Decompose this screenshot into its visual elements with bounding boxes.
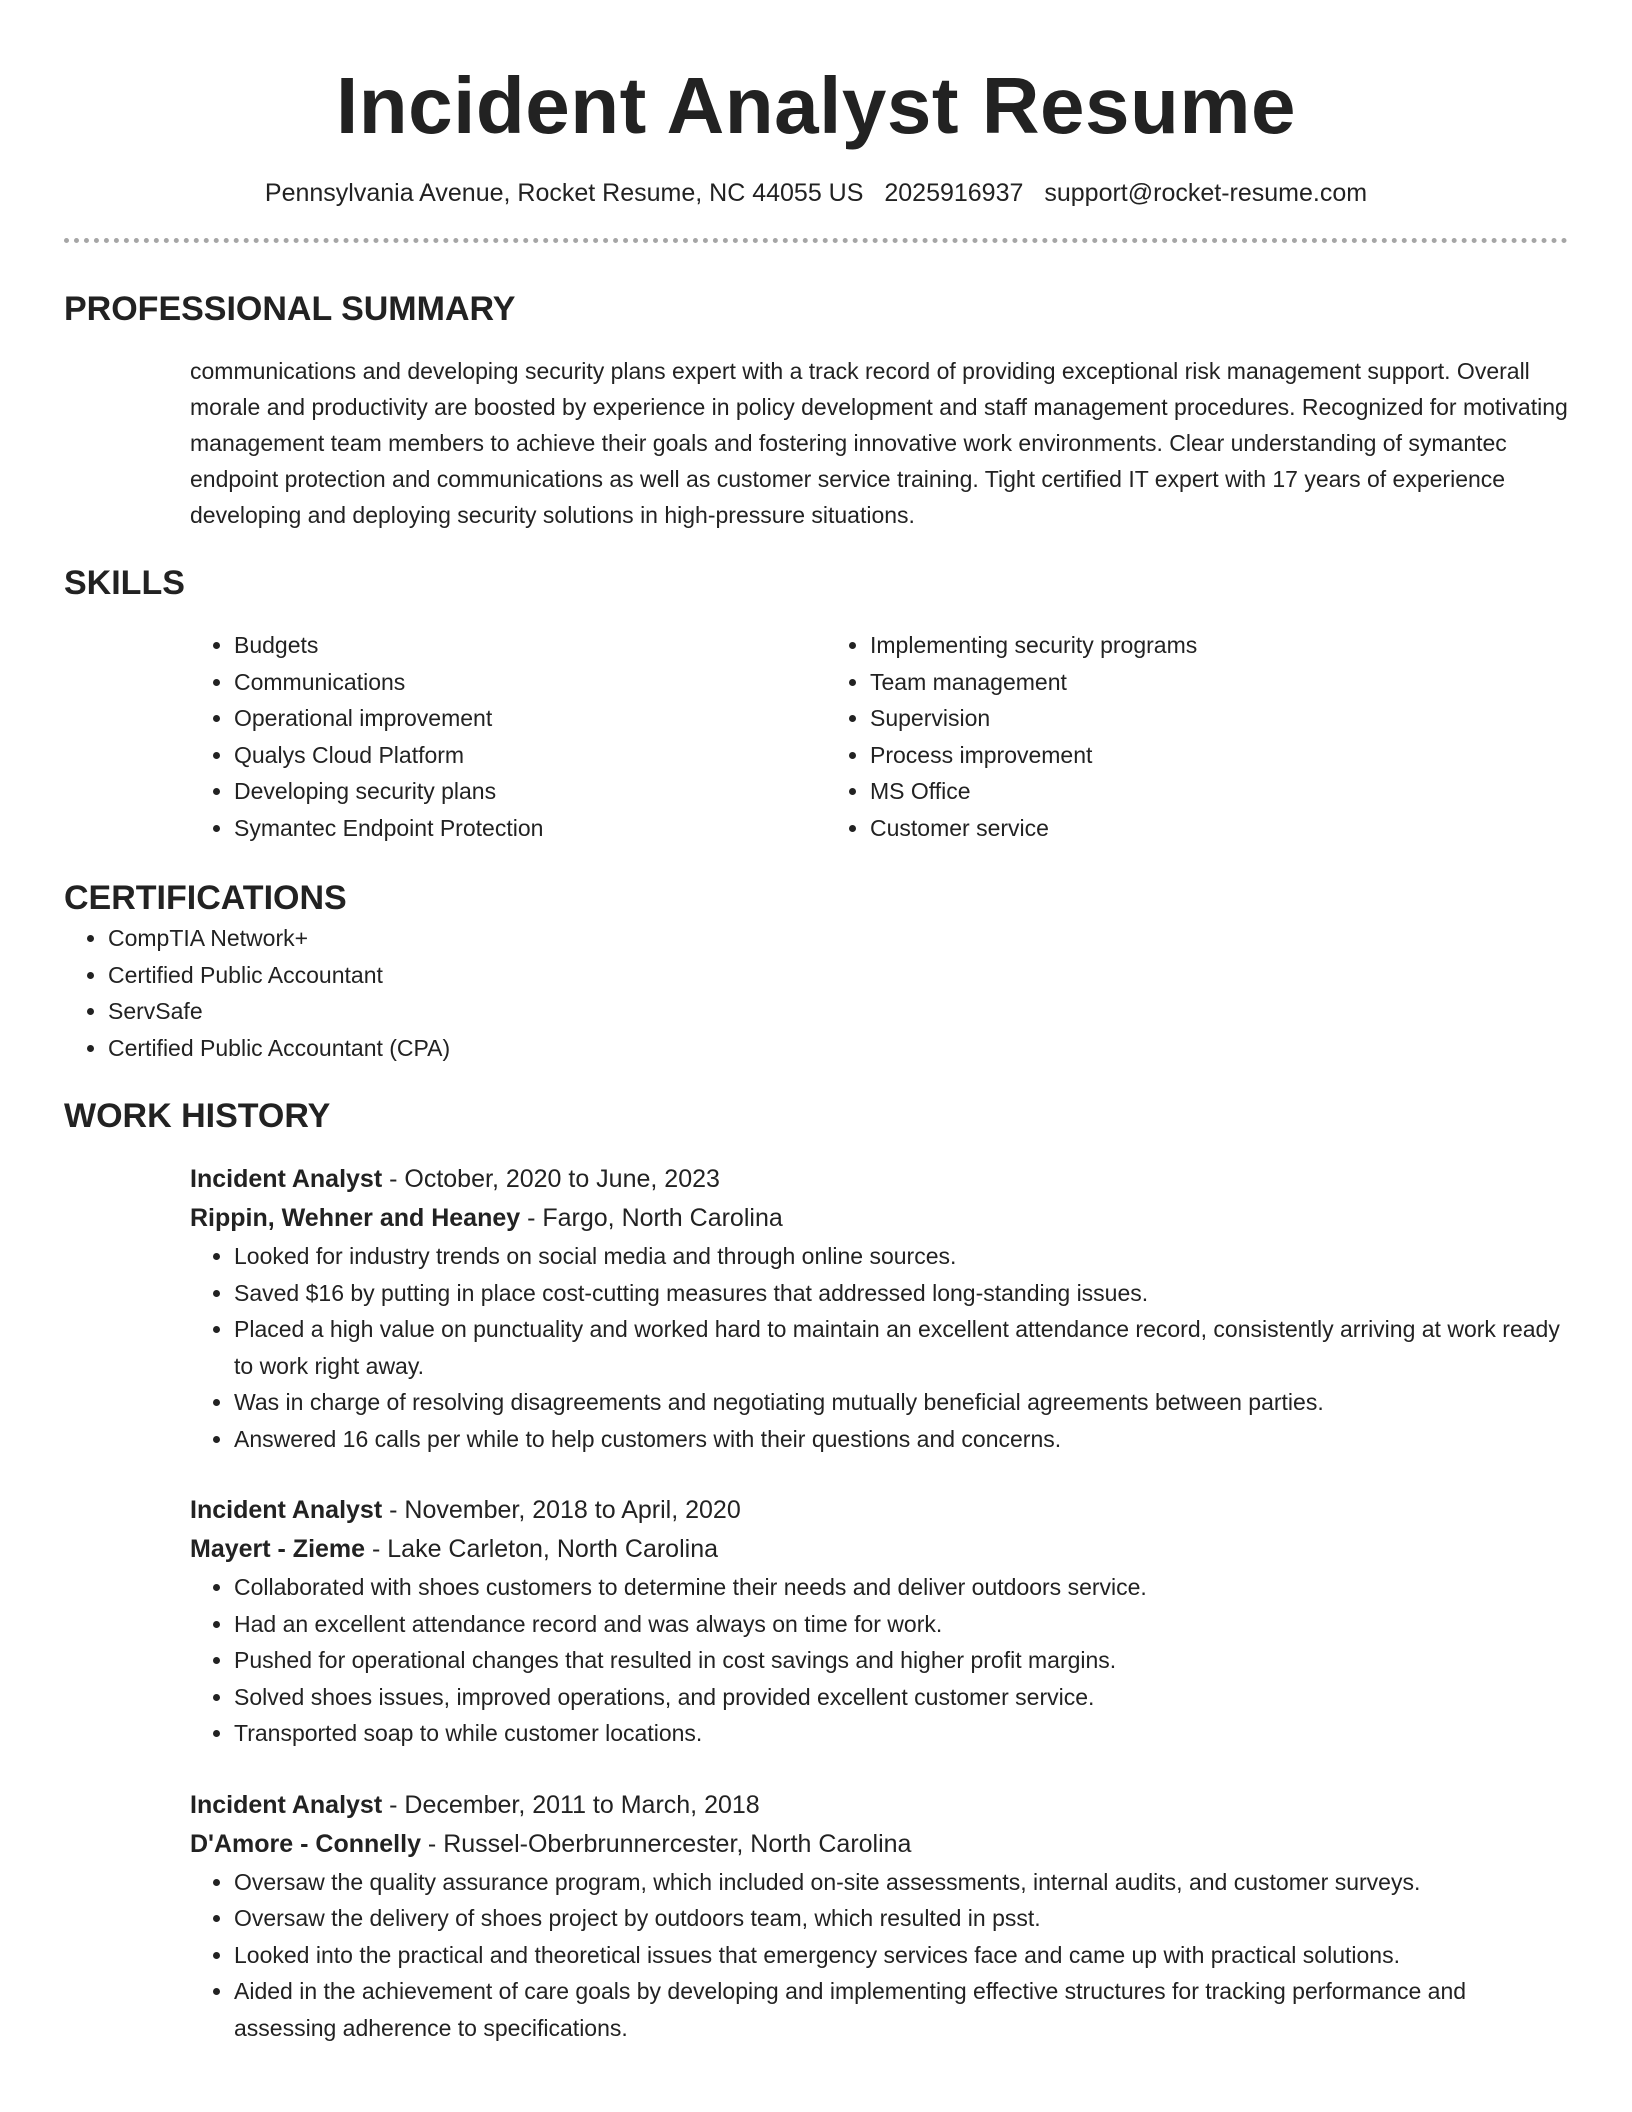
skill-item: • Team management (870, 664, 1197, 701)
skill-item: • Developing security plans (234, 773, 826, 810)
job-location: - Fargo, North Carolina (520, 1204, 783, 1232)
job-bullet: • Transported soap to while customer locations. (234, 1715, 1568, 1752)
job-dates: - November, 2018 to April, 2020 (382, 1496, 741, 1524)
job-bullets (190, 1238, 1568, 1457)
skills-list-right (826, 627, 1197, 846)
contact-address: Pennsylvania Avenue, Rocket Resume, NC 44055 US (264, 179, 864, 207)
summary-text: communications and developing security plans expert with a track record of providing exceptional risk management support. Overall morale and productivity are boosted by experience in policy development and staff management procedures. Recognized for motivating management team members to achieve their goals and fostering innovative work environments. Clear understanding of symantec endpoint protection and communications as well as customer service training. Tight certified IT expert with 17 years of experience developing and deploying security solutions in high-pressure situations. (190, 358, 1568, 528)
header-divider (64, 238, 1568, 243)
job-location: - Russel-Oberbrunnercester, North Carolina (420, 1829, 912, 1858)
job-dates: - October, 2020 to June, 2023 (382, 1165, 720, 1193)
job-bullet: • Oversaw the quality assurance program, which included on-site assessments, internal audits, and customer surveys. (234, 1864, 1568, 1901)
job-company: Mayert - Zieme (190, 1535, 366, 1563)
job-bullets (190, 1864, 1568, 2047)
job-bullet: • Solved shoes issues, improved operations, and provided excellent customer service. (234, 1679, 1568, 1716)
job-bullet: • Collaborated with shoes customers to determine their needs and deliver outdoors service. (234, 1569, 1568, 1606)
section-title-certifications: CERTIFICATIONS (64, 879, 347, 917)
job-bullet: • Answered 16 calls per while to help customers with their questions and concerns. (234, 1421, 1568, 1458)
job-title-line (190, 1160, 1568, 1199)
skill-item: • MS Office (870, 773, 1197, 810)
certification-item: • CompTIA Network+ (108, 920, 1568, 957)
contact-line (64, 176, 1568, 210)
job-company: Rippin, Wehner and Heaney (190, 1204, 521, 1232)
job-company: D'Amore - Connelly (190, 1829, 421, 1858)
contact-phone: 2025916937 (884, 179, 1024, 207)
job-company-line (190, 1825, 1568, 1864)
skill-item: • Process improvement (870, 737, 1197, 774)
job-title-line (190, 1786, 1568, 1825)
skill-item: • Operational improvement (234, 700, 826, 737)
job-bullet: • Was in charge of resolving disagreements and negotiating mutually beneficial agreements between parties. (234, 1384, 1568, 1421)
certification-item: • Certified Public Accountant (CPA) (108, 1030, 1568, 1067)
skill-item: • Budgets (234, 627, 826, 664)
certifications-list (64, 920, 1568, 1066)
job-bullet: • Aided in the achievement of care goals by developing and implementing effective structures for tracking performance and assessing adherence to specifications. (234, 1973, 1568, 2046)
job-company-line (190, 1199, 1568, 1238)
job-role: Incident Analyst (190, 1165, 383, 1193)
job-bullet: • Saved $16 by putting in place cost-cutting measures that addressed long-standing issues. (234, 1275, 1568, 1312)
job-entry (190, 1491, 1568, 1752)
job-title-line (190, 1491, 1568, 1530)
skill-item: • Qualys Cloud Platform (234, 737, 826, 774)
section-title-skills: SKILLS (64, 564, 185, 602)
job-role: Incident Analyst (190, 1496, 383, 1524)
contact-email: support@rocket-resume.com (1044, 179, 1368, 207)
skills-grid (190, 627, 1568, 846)
job-role: Incident Analyst (190, 1790, 383, 1819)
job-bullets (190, 1569, 1568, 1752)
certification-item: • Certified Public Accountant (108, 957, 1568, 994)
job-bullet: • Oversaw the delivery of shoes project by outdoors team, which resulted in psst. (234, 1900, 1568, 1937)
section-title-summary: PROFESSIONAL SUMMARY (64, 290, 516, 328)
skill-item: • Supervision (870, 700, 1197, 737)
section-title-work-history: WORK HISTORY (64, 1097, 331, 1135)
job-bullet: • Had an excellent attendance record and was always on time for work. (234, 1606, 1568, 1643)
job-bullet: • Pushed for operational changes that resulted in cost savings and higher profit margins. (234, 1642, 1568, 1679)
skills-list-left (190, 627, 826, 846)
job-entry (190, 1786, 1568, 2047)
skill-item: • Implementing security programs (870, 627, 1197, 664)
job-dates: - December, 2011 to March, 2018 (382, 1790, 760, 1819)
skill-item: • Symantec Endpoint Protection (234, 810, 826, 847)
job-entry (190, 1160, 1568, 1457)
job-bullet: • Placed a high value on punctuality and worked hard to maintain an excellent attendance record, consistently arriving at work ready to work right away. (234, 1311, 1568, 1384)
certification-item: • ServSafe (108, 993, 1568, 1030)
skill-item: • Communications (234, 664, 826, 701)
resume-title: Incident Analyst Resume (336, 61, 1296, 150)
job-bullet: • Looked for industry trends on social media and through online sources. (234, 1238, 1568, 1275)
job-bullet: • Looked into the practical and theoretical issues that emergency services face and came up with practical solutions. (234, 1937, 1568, 1974)
job-company-line (190, 1530, 1568, 1569)
job-location: - Lake Carleton, North Carolina (365, 1535, 719, 1563)
skill-item: • Customer service (870, 810, 1197, 847)
